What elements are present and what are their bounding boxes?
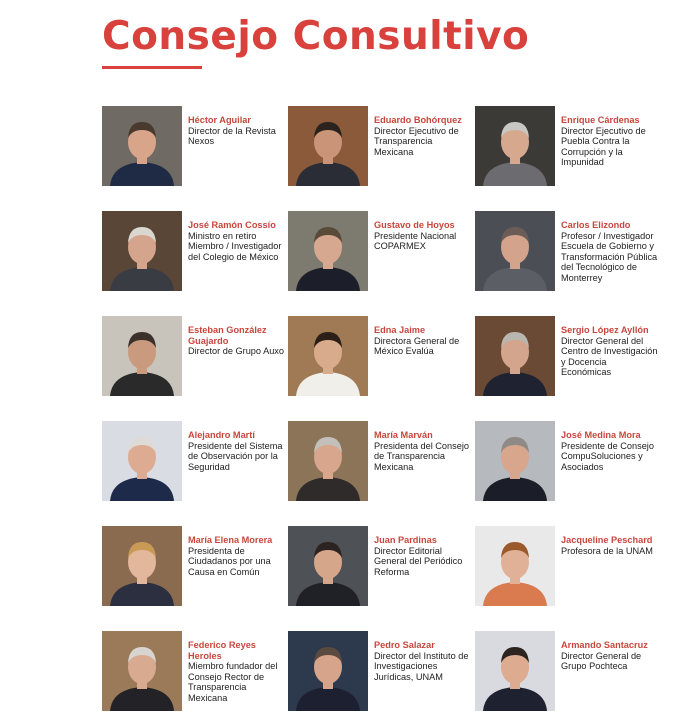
member-photo	[475, 526, 555, 606]
member-card	[475, 421, 661, 526]
member-role: Presidente de Consejo CompuSoluciones y Asociados	[561, 440, 654, 472]
member-info	[374, 526, 472, 577]
member-info	[374, 106, 472, 157]
member-photo	[288, 211, 368, 291]
member-name: Héctor Aguilar	[188, 115, 251, 125]
member-card	[288, 421, 475, 526]
member-photo	[102, 211, 182, 291]
member-info	[374, 316, 472, 357]
member-grid	[102, 106, 661, 727]
member-card	[102, 631, 288, 727]
member-name: Gustavo de Hoyos	[374, 220, 455, 230]
member-name: Esteban González Guajardo	[188, 325, 267, 346]
member-card	[102, 211, 288, 316]
member-role: Director Ejecutivo de Puebla Contra la Corrupción y la Impunidad	[561, 125, 646, 167]
member-role: Directora General de México Evalúa	[374, 335, 460, 356]
member-card	[102, 316, 288, 421]
member-role: Director Editorial General del Periódico Reforma	[374, 545, 463, 577]
member-card	[102, 526, 288, 631]
member-role: Profesora de la UNAM	[561, 545, 653, 556]
member-info	[561, 316, 659, 378]
member-name: Juan Pardinas	[374, 535, 437, 545]
member-role: Ministro en retiro Miembro / Investigador del Colegio de México	[188, 230, 282, 262]
member-name: Eduardo Bohórquez	[374, 115, 462, 125]
member-photo	[102, 631, 182, 711]
member-card	[475, 211, 661, 316]
member-info	[188, 526, 286, 577]
member-info	[374, 211, 472, 252]
member-card	[475, 106, 661, 211]
member-photo	[475, 421, 555, 501]
member-card	[102, 421, 288, 526]
member-name: José Ramón Cossío	[188, 220, 276, 230]
member-photo	[288, 631, 368, 711]
member-name: Edna Jaime	[374, 325, 426, 335]
member-photo	[475, 631, 555, 711]
member-info	[374, 421, 472, 472]
member-photo	[102, 106, 182, 186]
member-photo	[475, 316, 555, 396]
member-name: María Elena Morera	[188, 535, 273, 545]
page-title: Consejo Consultivo	[102, 14, 530, 59]
member-name: Armando Santacruz	[561, 640, 648, 650]
member-info	[561, 211, 659, 283]
member-card	[288, 211, 475, 316]
member-name: Alejandro Martí	[188, 430, 255, 440]
member-name: María Marván	[374, 430, 433, 440]
member-card	[475, 316, 661, 421]
member-card	[475, 631, 661, 727]
member-photo	[102, 421, 182, 501]
member-photo	[288, 106, 368, 186]
member-role: Director del Instituto de Investigaciones Jurídicas, UNAM	[374, 650, 469, 682]
member-role: Miembro fundador del Consejo Rector de Transparencia Mexicana	[188, 661, 278, 703]
member-role: Director de Grupo Auxo	[188, 346, 285, 356]
member-name: Pedro Salazar	[374, 640, 435, 650]
member-info	[561, 421, 659, 472]
member-role: Director de la Revista Nexos	[188, 125, 276, 146]
member-name: Jacqueline Peschard	[561, 535, 653, 545]
member-role: Director General del Centro de Investigación y Docencia Económicas	[561, 335, 658, 377]
member-role: Director Ejecutivo de Transparencia Mexicana	[374, 125, 459, 157]
member-photo	[288, 421, 368, 501]
member-card	[288, 106, 475, 211]
member-role: Presidenta del Consejo de Transparencia Mexicana	[374, 440, 469, 472]
member-info	[188, 631, 286, 703]
member-role: Presidente Nacional COPARMEX	[374, 230, 457, 251]
member-photo	[102, 526, 182, 606]
member-card	[288, 631, 475, 727]
member-photo	[102, 316, 182, 396]
member-name: Carlos Elizondo	[561, 220, 631, 230]
member-card	[288, 526, 475, 631]
member-card	[475, 526, 661, 631]
member-info	[374, 631, 472, 682]
member-role: Director General de Grupo Pochteca	[561, 650, 642, 671]
member-info	[561, 631, 659, 672]
title-underline	[102, 66, 202, 69]
member-role: Profesor / Investigador Escuela de Gobierno y Transformación Pública del Tecnológico de Monterrey	[561, 230, 658, 283]
member-info	[561, 106, 659, 168]
member-role: Presidenta de Ciudadanos por una Causa en Común	[188, 545, 271, 577]
member-info	[561, 526, 659, 556]
member-info	[188, 211, 286, 262]
member-name: Sergio López Ayllón	[561, 325, 649, 335]
member-name: Enrique Cárdenas	[561, 115, 640, 125]
member-name: Federico Reyes Heroles	[188, 640, 256, 661]
member-name: José Medina Mora	[561, 430, 641, 440]
member-info	[188, 421, 286, 472]
member-photo	[475, 211, 555, 291]
member-role: Presidente del Sistema de Observación por la Seguridad	[188, 440, 283, 472]
member-photo	[475, 106, 555, 186]
member-photo	[288, 526, 368, 606]
member-info	[188, 106, 286, 147]
member-photo	[288, 316, 368, 396]
member-info	[188, 316, 286, 357]
member-card	[288, 316, 475, 421]
member-card	[102, 106, 288, 211]
